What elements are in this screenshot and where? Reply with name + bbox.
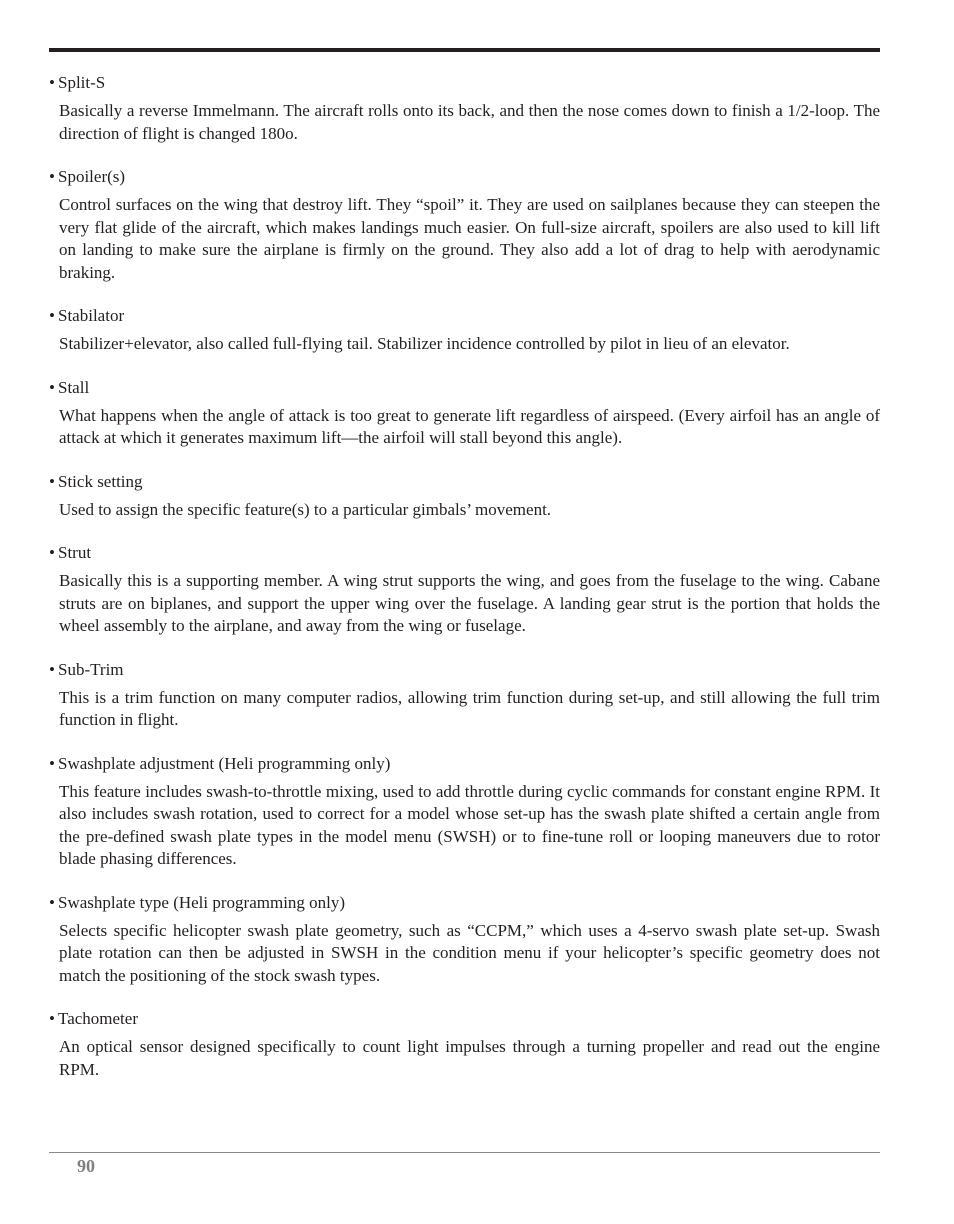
bullet: • [49,543,55,562]
glossary-definition: This is a trim function on many computer radios, allowing trim function during set-up, and still allowing the full trim function in flight. [59,687,880,729]
glossary-entry [49,305,880,356]
glossary-term: Stall [58,377,90,397]
glossary-list [49,72,880,1102]
glossary-term: Split-S [58,73,106,92]
glossary-entry [49,471,880,522]
glossary-entry [49,542,880,638]
glossary-definition: Stabilizer+elevator, also called full-flying tail. Stabilizer incidence controlled by pilot in lieu of an elevator. [59,334,790,353]
bullet: • [49,167,55,186]
glossary-definition: Basically a reverse Immelmann. The aircraft rolls onto its back, and then the nose comes down to finish a 1/2-loop. The direction of flight is changed 180o. [59,101,880,143]
glossary-entry [49,753,880,871]
glossary-definition: What happens when the angle of attack is too great to generate lift regardless of airspeed. (Every airfoil has an angle of attack at which it generates maximum lift—the airfoil will stall beyond this angle). [59,405,880,447]
glossary-definition: Used to assign the specific feature(s) to a particular gimbals’ movement. [59,499,552,519]
bullet: • [49,753,55,773]
bullet: • [49,471,55,491]
glossary-term: Stick setting [58,471,143,491]
glossary-term: Strut [58,543,92,562]
glossary-definition: Selects specific helicopter swash plate geometry, such as “CCPM,” which uses a 4-servo swash plate set-up. Swash plate rotation can then be adjusted in SWSH in the condition menu if your helicopter’s specific geometry does not match the positioning of the stock swash types. [59,920,880,985]
top-rule [49,48,880,52]
bullet: • [49,306,55,325]
glossary-term: Sub-Trim [58,659,124,679]
glossary-term: Stabilator [58,306,125,325]
footer-rule [49,1152,880,1153]
glossary-definition: Basically this is a supporting member. A wing strut supports the wing, and goes from the fuselage to the wing. Cabane struts are on biplanes, and support the upper wing over the fuselage. A landing gear strut is the portion that holds the wheel assembly to the airplane, and away from the wing or fuselage. [59,571,880,635]
glossary-entry [49,659,880,732]
page-number: 90 [77,1156,95,1176]
glossary-entry [49,1008,880,1081]
glossary-entry [49,72,880,145]
bullet: • [49,659,55,679]
glossary-term: Swashplate type (Heli programming only) [58,892,346,912]
glossary-definition: This feature includes swash-to-throttle mixing, used to add throttle during cyclic commands for constant engine RPM. It also includes swash rotation, used to correct for a model whose set-up has the swash plate shifted a certain angle from the pre-defined swash plate types in the model menu (SWSH) or to fine-tune roll or looping maneuvers due to rotor blade phasing differences. [59,781,880,868]
glossary-entry [49,892,880,988]
glossary-definition: An optical sensor designed specifically to count light impulses through a turning propeller and read out the engine RPM. [59,1037,880,1079]
glossary-term: Swashplate adjustment (Heli programming only) [58,753,391,773]
glossary-entry [49,377,880,450]
bullet: • [49,377,55,397]
glossary-entry [49,166,880,284]
glossary-term: Tachometer [58,1009,138,1028]
bullet: • [49,892,55,912]
bullet: • [49,73,55,92]
bullet: • [49,1009,55,1028]
glossary-term: Spoiler(s) [58,167,126,186]
glossary-definition: Control surfaces on the wing that destroy lift. They “spoil” it. They are used on sailplanes because they can steepen the very flat glide of the aircraft, which makes landings much easier. On full-size aircraft, spoilers are also used to kill lift on landing to make sure the airplane is firmly on the ground. They also add a lot of drag to help with aerodynamic braking. [59,195,880,282]
